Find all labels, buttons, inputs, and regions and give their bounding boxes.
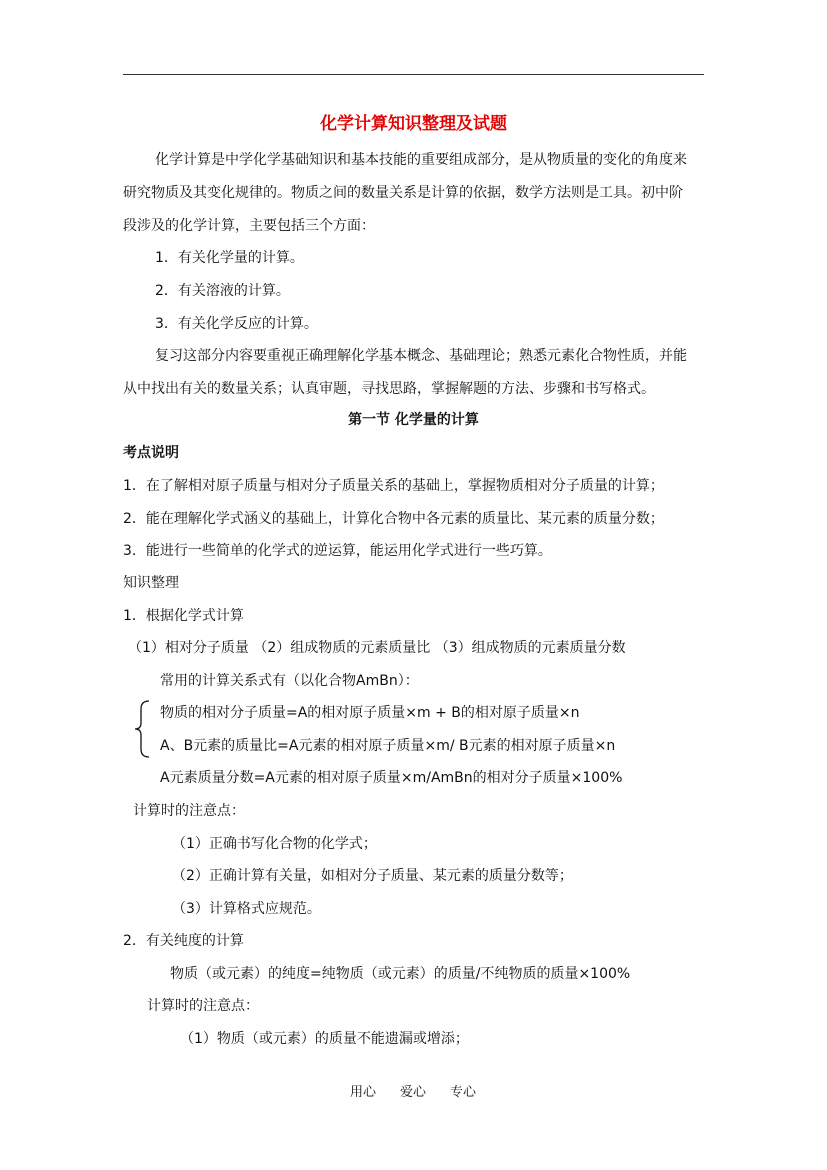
footer-item: 爱心 bbox=[400, 1085, 427, 1100]
note-item: （1）物质（或元素）的质量不能遗漏或增添； bbox=[180, 1031, 469, 1047]
exam-point: 3．能进行一些简单的化学式的逆运算，能运用化学式进行一些巧算。 bbox=[123, 543, 552, 559]
review-line: 复习这部分内容要重视正确理解化学基本概念、基础理论；熟悉元素化合物性质，并能 bbox=[155, 348, 687, 364]
intro-line: 化学计算是中学化学基础知识和基本技能的重要组成部分，是从物质量的变化的角度来 bbox=[155, 152, 687, 168]
note-item: （3）计算格式应规范。 bbox=[172, 901, 321, 917]
document-title: 化学计算知识整理及试题 bbox=[320, 114, 507, 134]
aspect-item: 2．有关溶液的计算。 bbox=[155, 283, 290, 299]
purity-formula: 物质（或元素）的纯度=纯物质（或元素）的质量/不纯物质的质量×100% bbox=[170, 966, 631, 982]
section-title: 第一节 化学量的计算 bbox=[348, 412, 479, 428]
formula-molecular-mass: 物质的相对分子质量=A的相对原子质量×m + B的相对原子质量×n bbox=[160, 705, 580, 721]
header-rule bbox=[123, 74, 704, 75]
intro-line: 研究物质及其变化规律的。物质之间的数量关系是计算的依据，数学方法则是工具。初中阶 bbox=[123, 185, 683, 201]
left-brace-icon bbox=[133, 699, 155, 759]
item2-heading: 2．有关纯度的计算 bbox=[123, 933, 244, 949]
notes-heading: 计算时的注意点： bbox=[133, 803, 245, 819]
item1-types: （1）相对分子质量 （2）组成物质的元素质量比 （3）组成物质的元素质量分数 bbox=[128, 640, 626, 656]
formula-mass-ratio: A、B元素的质量比=A元素的相对原子质量×m/ B元素的相对原子质量×n bbox=[160, 738, 616, 754]
formula-mass-fraction: A元素质量分数=A元素的相对原子质量×m/AmBn的相对分子质量×100% bbox=[160, 770, 623, 786]
footer-item: 专心 bbox=[450, 1085, 477, 1100]
note-item: （2）正确计算有关量，如相对分子质量、某元素的质量分数等； bbox=[172, 868, 573, 884]
item1-heading: 1．根据化学式计算 bbox=[123, 608, 244, 624]
note-item: （1）正确书写化合物的化学式； bbox=[172, 836, 377, 852]
exam-point: 1．在了解相对原子质量与相对分子质量关系的基础上，掌握物质相对分子质量的计算； bbox=[123, 478, 664, 494]
review-line: 从中找出有关的数量关系；认真审题，寻找思路，掌握解题的方法、步骤和书写格式。 bbox=[123, 381, 655, 397]
aspect-item: 1．有关化学量的计算。 bbox=[155, 250, 304, 266]
knowledge-heading: 知识整理 bbox=[123, 575, 179, 591]
aspect-item: 3．有关化学反应的计算。 bbox=[155, 316, 318, 332]
formula-intro: 常用的计算关系式有（以化合物AmBn）： bbox=[160, 673, 419, 689]
exam-heading: 考点说明 bbox=[123, 445, 179, 461]
footer-item: 用心 bbox=[350, 1085, 377, 1100]
notes2-heading: 计算时的注意点： bbox=[147, 998, 259, 1014]
intro-line: 段涉及的化学计算，主要包括三个方面： bbox=[123, 218, 375, 234]
exam-point: 2．能在理解化学式涵义的基础上，计算化合物中各元素的质量比、某元素的质量分数； bbox=[123, 511, 664, 527]
